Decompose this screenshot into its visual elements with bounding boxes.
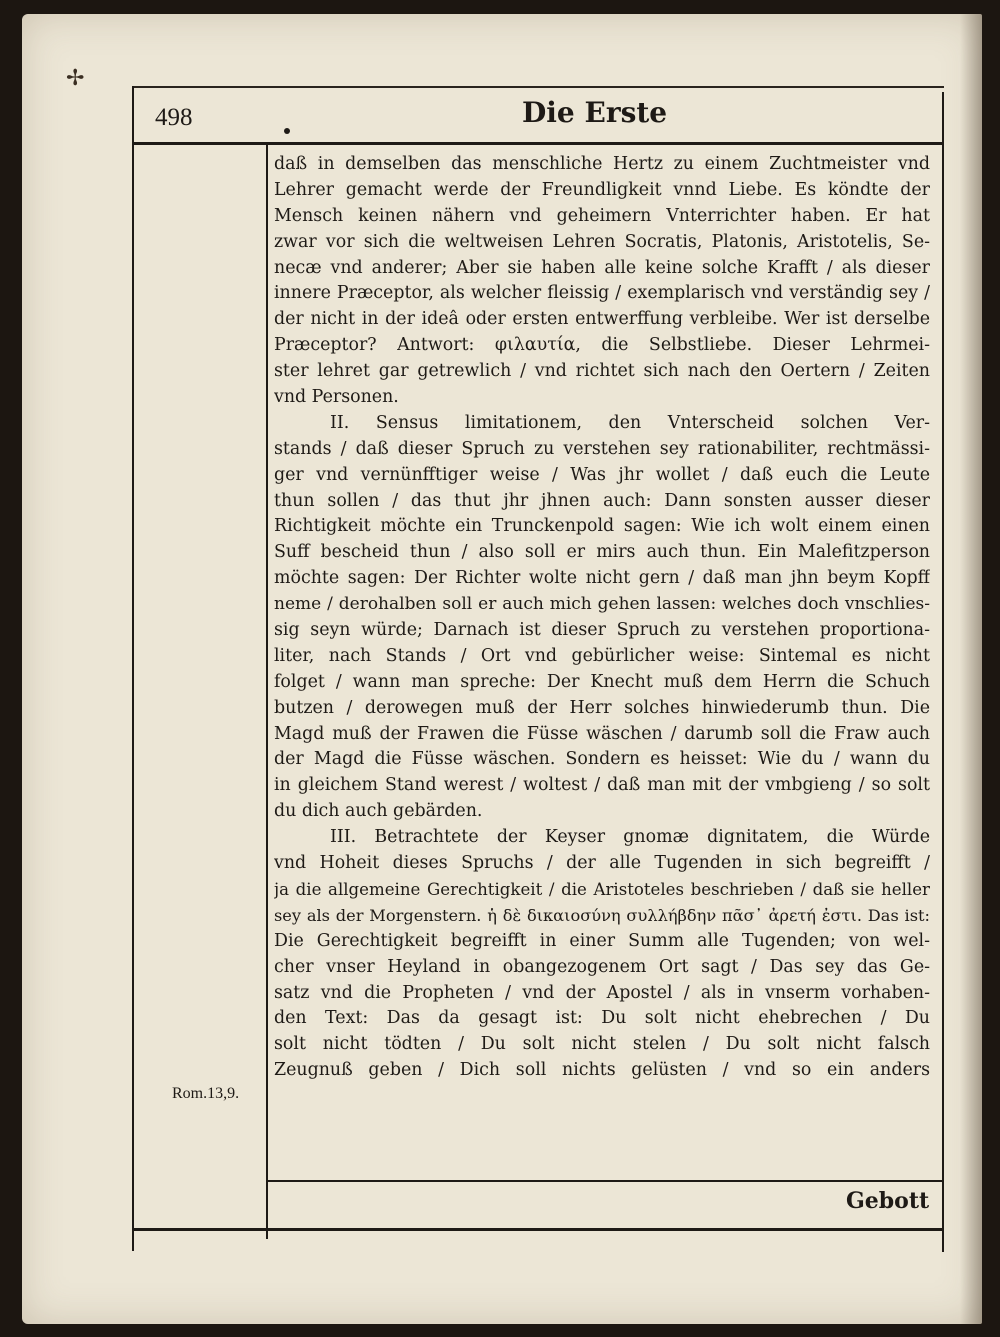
text-line: der nicht in der ideâ oder ersten entwerffung verbleibe. Wer ist derselbe [274, 309, 930, 330]
text-line: daß in demselben das menschliche Hertz zu einem Zuchtmeister vnd [274, 154, 930, 174]
text-line: Præceptor? Antwort: φιλαυτία, die Selbstliebe. Dieser Lehrmei- [274, 335, 930, 356]
gutter-shadow [960, 14, 982, 1324]
text-line: ger vnd vernünfftiger weise / Was jhr wollet / daß euch die Leute [274, 464, 930, 485]
frame-rule-right [942, 92, 944, 1252]
text-line: folget / wann man spreche: Der Knecht muß dem Herrn die Schuch [274, 671, 930, 692]
text-line: in gleichem Stand werest / woltest / daß man mit der vmbgieng / so solt [274, 775, 930, 796]
frame-rule-header [132, 142, 944, 145]
text-line: necæ vnd anderer; Aber sie haben alle keine solche Krafft / als dieser [274, 257, 930, 278]
text-line: Magd muß der Frawen die Füsse wäschen / darumb soll die Fraw auch [274, 723, 930, 744]
text-line: ster lehret gar getrewlich / vnd richtet sich nach den Oertern / Zeiten [274, 361, 930, 382]
text-line: neme / derohalben soll er auch mich gehen lassen: welches doch vnschlies- [274, 594, 930, 615]
catchword: Gebott [846, 1188, 930, 1214]
text-line: vnd Personen. [274, 387, 399, 408]
text-line: satz vnd die Propheten / vnd der Apostel / als in vnserm vorhaben- [274, 982, 930, 1003]
text-line: III. Betrachtete der Keyser gnomæ dignitatem, die Würde [330, 827, 930, 848]
margin-note: Rom.13,9. [172, 1085, 240, 1102]
body-text [274, 152, 930, 1084]
text-line: sey als der Morgenstern. ἡ δὲ δικαιοσύνη συλλήβδην πᾶσ᾽ ἀρετή ἐστι. Das ist: [274, 905, 930, 925]
frame-rule-bottom [132, 1228, 944, 1231]
text-line: ja die allgemeine Gerechtigkeit / die Aristoteles beschrieben / daß sie heller [274, 879, 930, 899]
text-line: Die Gerechtigkeit begreifft in einer Summ alle Tugenden; von wel- [274, 930, 930, 951]
text-line: Suff bescheid thun / also soll er mirs auch thun. Ein Malefitzperson [274, 542, 930, 563]
text-line: Lehrer gemacht werde der Freundligkeit vnnd Liebe. Es köndte der [274, 179, 930, 200]
text-line: du dich auch gebärden. [274, 801, 483, 822]
text-line: butzen / derowegen muß der Herr solches hinwiederumb thun. Die [274, 697, 930, 718]
frame-rule-left [132, 86, 134, 1251]
text-line: Mensch keinen nähern vnd geheimern Vnterrichter haben. Er hat [274, 205, 930, 226]
ink-blot-icon: ✢ [66, 66, 85, 91]
text-line: Richtigkeit möchte ein Trunckenpold sagen: Wie ich wolt einem einen [274, 516, 930, 537]
ink-dot [284, 128, 290, 134]
text-line: thun sollen / das thut jhr jhnen auch: Dann sonsten ausser dieser [274, 490, 930, 511]
frame-rule-margin [266, 142, 268, 1239]
running-head: Die Erste [522, 96, 668, 129]
frame-rule-top [132, 86, 944, 88]
text-line: zwar vor sich die weltweisen Lehren Socratis, Platonis, Aristotelis, Se- [274, 231, 930, 252]
text-line: der Magd die Füsse wäschen. Sondern es heisset: Wie du / wann du [274, 749, 930, 770]
text-line: sig seyn würde; Darnach ist dieser Spruch zu verstehen proportiona- [274, 620, 930, 641]
text-line: vnd Hoheit dieses Spruchs / der alle Tugenden in sich begreifft / [274, 853, 930, 874]
text-line: den Text: Das da gesagt ist: Du solt nicht ehebrechen / Du [274, 1008, 930, 1029]
text-line: II. Sensus limitationem, den Vnterscheid solchen Ver- [330, 412, 930, 433]
text-line: liter, nach Stands / Ort vnd gebürlicher weise: Sintemal es nicht [274, 645, 930, 666]
text-line: stands / daß dieser Spruch zu verstehen sey rationabiliter, rechtmässi- [274, 438, 930, 459]
text-line: solt nicht tödten / Du solt nicht stelen / Du solt nicht falsch [274, 1034, 930, 1055]
text-line: cher vnser Heyland in obangezogenem Ort sagt / Das sey das Ge- [274, 956, 930, 977]
text-line: innere Præceptor, als welcher fleissig / exemplarisch vnd verständig sey / [274, 283, 930, 304]
frame-rule-text-bottom [266, 1180, 942, 1182]
text-line: möchte sagen: Der Richter wolte nicht gern / daß man jhn beym Kopff [274, 568, 930, 589]
text-line: Zeugnuß geben / Dich soll nichts gelüsten / vnd so ein anders [274, 1060, 930, 1081]
page-number: 498 [155, 104, 193, 131]
